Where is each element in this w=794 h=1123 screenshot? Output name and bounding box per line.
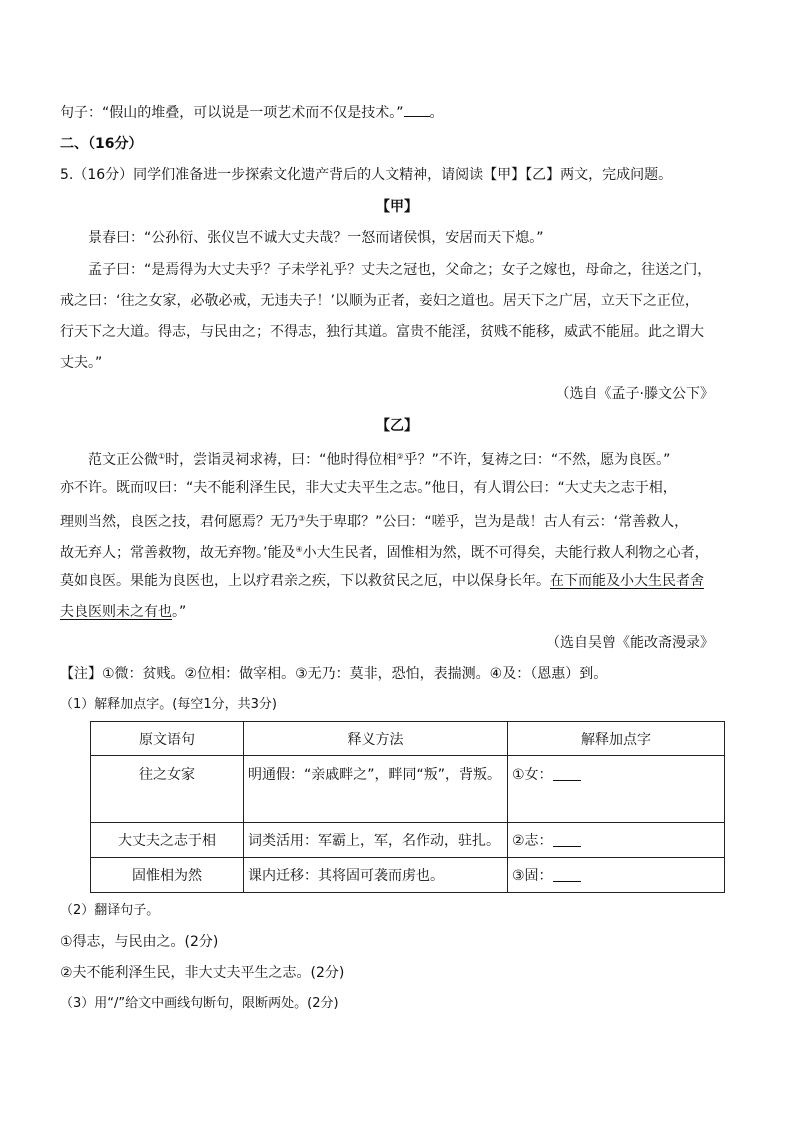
- answer-cell: ②志：: [508, 823, 725, 858]
- question-2-item-1: ①得志，与民由之。(2分): [60, 934, 219, 950]
- annotation-note: 【注】①微：贫贱。②位相：做宰相。③无乃：莫非，恐怕，表揣测。④及：（恩惠）到。: [60, 666, 608, 682]
- answer-blank[interactable]: [553, 766, 581, 781]
- table-row: [91, 858, 725, 893]
- sentence-label: 句子：: [60, 105, 102, 121]
- jia-paragraph-1: 景春曰：“公孙衍、张仪岂不诚大丈夫哉？一怒而诸侯惧，安居而天下熄。”: [88, 230, 544, 246]
- header-cell: 原文语句: [91, 722, 244, 756]
- question-2: （2）翻译句子。: [60, 903, 160, 918]
- header-cell: 解释加点字: [508, 722, 725, 756]
- question-3: （3）用“/”给文中画线句断句，限断两处。(2分): [60, 996, 339, 1011]
- sentence-cell: 固惟相为然: [91, 858, 244, 893]
- yi-line-6: 夫良医则未之有也。”: [60, 604, 187, 620]
- answer-blank[interactable]: [553, 832, 581, 847]
- jia-source: （选自《孟子·滕文公下》: [555, 386, 714, 402]
- note-marker-4: ④: [295, 545, 303, 554]
- underlined-sentence-part-2: 夫良医则未之有也: [60, 604, 172, 620]
- jia-paragraph-2-line-3: 行天下之大道。得志，与民由之；不得志，独行其道。富贵不能淫，贫贱不能移，威武不能屈。此之谓大: [60, 324, 704, 340]
- header-cell: 释义方法: [244, 722, 508, 756]
- jia-paragraph-2-line-2: 戒之曰：‘往之女家，必敬必戒，无违夫子！’以顺为正者，妾妇之道也。居天下之广居，立天下之正位，: [60, 293, 699, 309]
- yi-source: （选自吴曾《能改斋漫录》: [546, 635, 714, 651]
- yi-line-3: 理则当然，良医之技，君何愿焉？无乃③失于卑耶？”公曰：“嗟乎，岂为是哉！古人有云：‘常善救人，: [60, 514, 689, 530]
- answer-blank[interactable]: [404, 102, 430, 117]
- yi-line-4: 故无弃人；常善救物，故无弃物。’能及④小大生民者，固惟相为然，既不可得矣，夫能行救人利物之心者，: [60, 545, 709, 561]
- jia-paragraph-2-line-1: 孟子曰：“是焉得为大丈夫乎？子未学礼乎？丈夫之冠也，父命之；女子之嫁也，母命之，往送之门，: [88, 262, 712, 278]
- table-row: [91, 823, 725, 858]
- note-marker-3: ③: [298, 514, 306, 523]
- jia-heading: 【甲】: [376, 199, 418, 215]
- table-header-row: [91, 722, 725, 756]
- yi-line-2: 亦不许。既而叹曰：“夫不能利泽生民，非大丈夫平生之志。”他日，有人谓公曰：“大丈夫之志于相，: [60, 480, 677, 496]
- note-marker-1: ①: [158, 452, 166, 461]
- jia-paragraph-2-line-4: 丈夫。”: [60, 355, 103, 371]
- sentence-end: 。: [429, 105, 444, 121]
- question-2-item-2: ②夫不能利泽生民，非大丈夫平生之志。(2分): [60, 965, 345, 981]
- answer-blank[interactable]: [553, 867, 581, 882]
- yi-line-5: 莫如良医。果能为良医也，上以疗君亲之疾，下以救贫民之厄，中以保身长年。在下而能及小大生民者舍: [60, 573, 704, 589]
- underlined-sentence-part-1: 在下而能及小大生民者舍: [550, 573, 704, 589]
- yi-heading: 【乙】: [376, 418, 418, 434]
- sentence-quote: “假山的堆叠，可以说是一项艺术而不仅是技术。”: [102, 105, 404, 121]
- table-row: [91, 756, 725, 823]
- note-marker-2: ②: [396, 452, 404, 461]
- explanation-table: [90, 721, 725, 893]
- method-cell: 词类活用：军霸上，军，名作动，驻扎。: [244, 823, 508, 858]
- section-title: 二、（16分）: [60, 136, 143, 152]
- question-1: （1）解释加点字。(每空1分，共3分): [60, 697, 277, 712]
- question5-intro: 5.（16分）同学们准备进一步探索文化遗产背后的人文精神，请阅读【甲】【乙】两文，完成问题。: [60, 167, 673, 183]
- method-cell: 明通假：“亲戚畔之”，畔同“叛”，背叛。: [244, 756, 508, 823]
- sentence-cell: 大丈夫之志于相: [91, 823, 244, 858]
- top-sentence: [60, 102, 444, 124]
- answer-cell: ③固：: [508, 858, 725, 893]
- method-cell: 课内迁移：其将固可袭而虏也。: [244, 858, 508, 893]
- answer-cell: ①女：: [508, 756, 725, 823]
- yi-line-1: 范文正公微①时，尝诣灵祠求祷，曰：“他时得位相②乎？”不许，复祷之曰：“不然，愿为良医。”: [88, 452, 671, 468]
- sentence-cell: 往之女家: [91, 756, 244, 823]
